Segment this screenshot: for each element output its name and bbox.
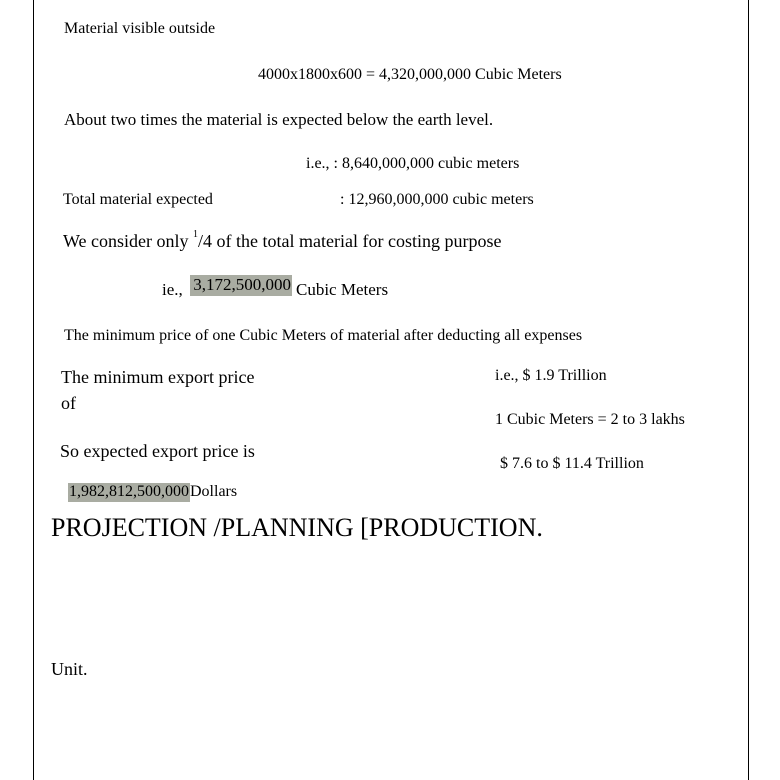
below-earth-value: i.e., : 8,640,000,000 cubic meters bbox=[306, 155, 520, 172]
min-export-line1: The minimum export price bbox=[61, 367, 255, 387]
ie-highlight: 3,172,500,000 bbox=[193, 275, 291, 294]
expected-export: So expected export price is bbox=[60, 441, 255, 461]
total-label: Total material expected bbox=[63, 191, 213, 208]
consider-sup: 1 bbox=[193, 229, 199, 240]
min-price-text: The minimum price of one Cubic Meters of material after deducting all expenses bbox=[64, 327, 583, 344]
ie-prefix: ie., bbox=[162, 280, 183, 299]
below-earth-text: About two times the material is expected below the earth level. bbox=[64, 110, 494, 129]
material-visible-calc: 4000x1800x600 = 4,320,000,000 Cubic Meters bbox=[258, 66, 562, 83]
section-heading: PROJECTION /PLANNING [PRODUCTION. bbox=[51, 513, 543, 542]
ie-highlight-box bbox=[190, 275, 292, 296]
total-value: : 12,960,000,000 cubic meters bbox=[340, 191, 534, 208]
expected-range: $ 7.6 to $ 11.4 Trillion bbox=[500, 455, 644, 472]
dollars-line bbox=[68, 483, 237, 502]
cubic-lakhs: 1 Cubic Meters = 2 to 3 lakhs bbox=[495, 411, 685, 428]
min-export-line2: of bbox=[61, 393, 76, 413]
consider-after: /4 of the total material for costing purpose bbox=[198, 231, 502, 251]
unit-label: Unit. bbox=[51, 659, 88, 679]
dollars-suffix: Dollars bbox=[190, 483, 238, 500]
ie-trillion: i.e., $ 1.9 Trillion bbox=[495, 367, 607, 384]
ie-suffix: Cubic Meters bbox=[296, 280, 389, 299]
material-visible-label: Material visible outside bbox=[64, 20, 216, 37]
consider-before: We consider only bbox=[63, 231, 194, 251]
consider-line bbox=[63, 229, 502, 251]
dollars-highlight: 1,982,812,500,000 bbox=[69, 483, 189, 500]
